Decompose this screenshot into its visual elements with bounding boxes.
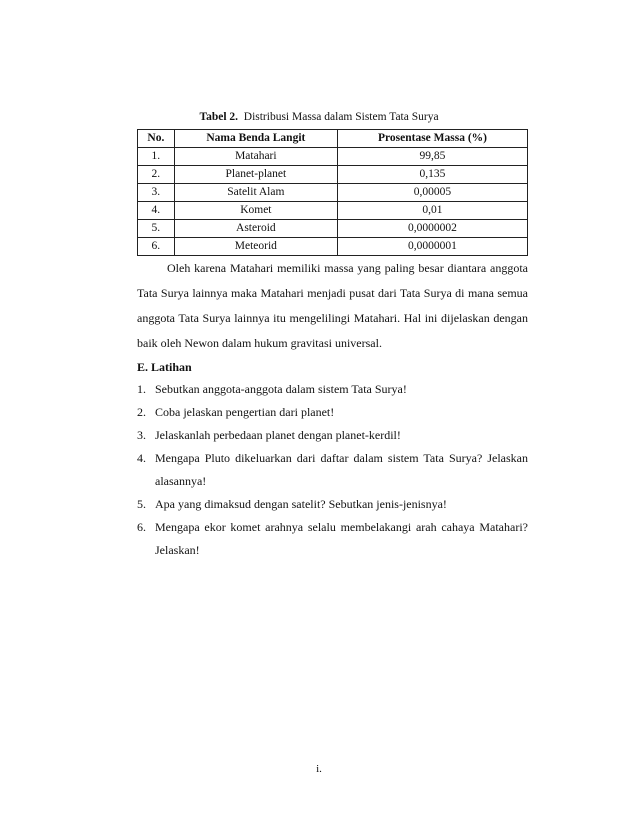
table-row [138, 166, 528, 184]
list-item [137, 493, 528, 516]
list-item [137, 424, 528, 447]
cell-name: Meteorid [174, 238, 337, 256]
cell-percentage: 0,0000002 [337, 220, 527, 238]
cell-no: 6. [138, 238, 175, 256]
header-name: Nama Benda Langit [174, 130, 337, 148]
item-text: Sebutkan anggota-anggota dalam sistem Tata Surya! [155, 382, 407, 396]
table-caption-label: Tabel 2. [199, 111, 239, 123]
table-header-row [138, 130, 528, 148]
table-row [138, 202, 528, 220]
item-number: 4. [137, 451, 146, 465]
section-heading: E. Latihan [137, 360, 192, 374]
list-item [137, 378, 528, 401]
header-no: No. [138, 130, 175, 148]
cell-percentage: 0,135 [337, 166, 527, 184]
list-item [137, 516, 528, 562]
cell-name: Planet-planet [174, 166, 337, 184]
cell-percentage: 0,0000001 [337, 238, 527, 256]
table-row [138, 184, 528, 202]
item-text: Apa yang dimaksud dengan satelit? Sebutkan jenis-jenisnya! [155, 497, 447, 511]
list-item [137, 401, 528, 424]
table-caption-title: Distribusi Massa dalam Sistem Tata Surya [243, 111, 439, 123]
mass-distribution-table [137, 129, 528, 256]
item-number: 3. [137, 428, 146, 442]
cell-percentage: 0,00005 [337, 184, 527, 202]
cell-percentage: 0,01 [337, 202, 527, 220]
cell-name: Satelit Alam [174, 184, 337, 202]
list-item [137, 447, 528, 493]
body-paragraph-text: Oleh karena Matahari memiliki massa yang paling besar diantara anggota Tata Surya lainnya maka Matahari menjadi pusat dari Tata Surya di mana semua anggota Tata Surya lainnya itu mengelilingi Matahari. Hal ini dijelaskan dengan baik oleh Newon dalam hukum gravitasi universal. [137, 261, 528, 350]
exercise-list [137, 378, 528, 562]
cell-no: 5. [138, 220, 175, 238]
item-number: 6. [137, 520, 146, 534]
table-row [138, 148, 528, 166]
item-number: 1. [137, 382, 146, 396]
table-row [138, 238, 528, 256]
item-number: 2. [137, 405, 146, 419]
cell-name: Komet [174, 202, 337, 220]
cell-name: Asteroid [174, 220, 337, 238]
item-text: Jelaskanlah perbedaan planet dengan planet-kerdil! [155, 428, 401, 442]
item-text: Mengapa Pluto dikeluarkan dari daftar dalam sistem Tata Surya? Jelaskan alasannya! [155, 451, 528, 488]
cell-no: 2. [138, 166, 175, 184]
table-row [138, 220, 528, 238]
item-number: 5. [137, 497, 146, 511]
cell-no: 3. [138, 184, 175, 202]
page-number: i. [316, 763, 322, 775]
cell-percentage: 99,85 [337, 148, 527, 166]
item-text: Mengapa ekor komet arahnya selalu membelakangi arah cahaya Matahari? Jelaskan! [155, 520, 528, 557]
cell-no: 1. [138, 148, 175, 166]
item-text: Coba jelaskan pengertian dari planet! [155, 405, 335, 419]
header-percentage: Prosentase Massa (%) [337, 130, 527, 148]
cell-name: Matahari [174, 148, 337, 166]
body-paragraph [137, 256, 528, 356]
table-caption [0, 111, 638, 123]
cell-no: 4. [138, 202, 175, 220]
